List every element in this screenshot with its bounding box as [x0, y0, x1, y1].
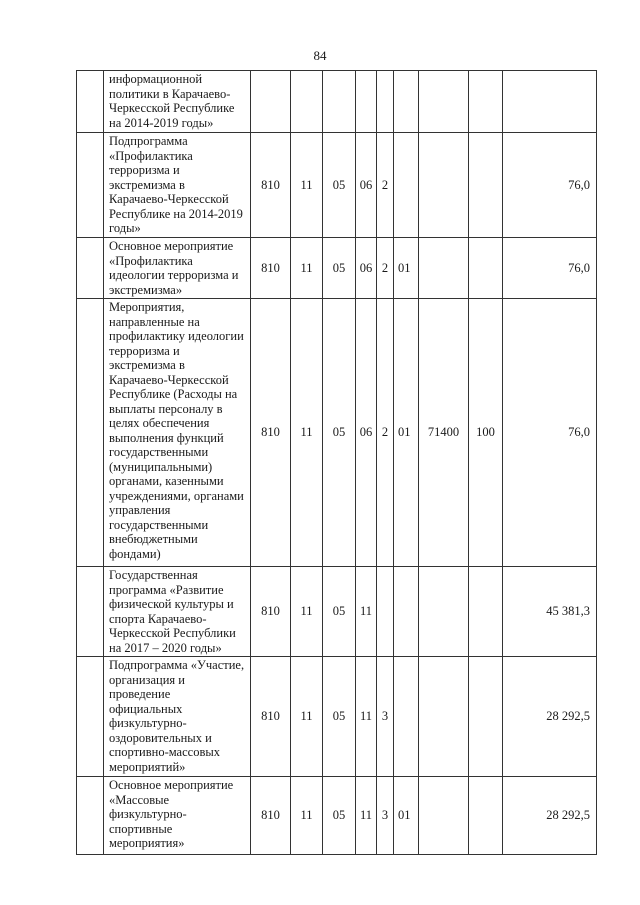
sum-cell: 45 381,3 [503, 567, 597, 657]
pr-cell: 05 [323, 657, 356, 777]
cs-event-cell [394, 133, 419, 238]
ved-cell: 810 [251, 238, 291, 299]
cs-direction-cell: 71400 [419, 299, 469, 567]
cs-direction-cell [419, 567, 469, 657]
sum-cell: 76,0 [503, 133, 597, 238]
table-row [77, 238, 597, 299]
cs-direction-cell [419, 238, 469, 299]
rz-cell: 11 [291, 238, 323, 299]
pr-cell: 05 [323, 777, 356, 855]
cs-direction-cell [419, 133, 469, 238]
cs-event-cell [394, 567, 419, 657]
ved-cell: 810 [251, 657, 291, 777]
rz-cell [291, 71, 323, 133]
budget-table [76, 70, 597, 855]
cs-event-cell [394, 71, 419, 133]
pr-cell: 05 [323, 238, 356, 299]
row-number-cell [77, 299, 104, 567]
rz-cell: 11 [291, 299, 323, 567]
cs-direction-cell [419, 657, 469, 777]
vr-cell: 100 [469, 299, 503, 567]
cs-subprogram-cell: 3 [377, 777, 394, 855]
vr-cell [469, 238, 503, 299]
row-number-cell [77, 777, 104, 855]
table-row [77, 657, 597, 777]
ved-cell: 810 [251, 567, 291, 657]
ved-cell: 810 [251, 133, 291, 238]
cs-event-cell: 01 [394, 777, 419, 855]
cs-subprogram-cell: 3 [377, 657, 394, 777]
cs-program-cell: 11 [356, 567, 377, 657]
sum-cell: 28 292,5 [503, 657, 597, 777]
cs-program-cell: 06 [356, 238, 377, 299]
table-row [77, 299, 597, 567]
pr-cell [323, 71, 356, 133]
cs-event-cell: 01 [394, 299, 419, 567]
vr-cell [469, 133, 503, 238]
table-row [77, 777, 597, 855]
cs-program-cell: 11 [356, 657, 377, 777]
item-name-cell: информационной политики в Карачаево-Черкесской Республике на 2014-2019 годы» [104, 71, 251, 133]
item-name-cell: Основное мероприятие «Массовые физкультурно-спортивные мероприятия» [104, 777, 251, 855]
ved-cell: 810 [251, 777, 291, 855]
table-row [77, 567, 597, 657]
row-number-cell [77, 567, 104, 657]
rz-cell: 11 [291, 657, 323, 777]
cs-program-cell: 06 [356, 299, 377, 567]
rz-cell: 11 [291, 777, 323, 855]
cs-program-cell [356, 71, 377, 133]
table-row [77, 133, 597, 238]
pr-cell: 05 [323, 133, 356, 238]
cs-subprogram-cell [377, 567, 394, 657]
item-name-cell: Подпрограмма «Профилактика терроризма и экстремизма в Карачаево-Черкесской Республике на 2014-2019 годы» [104, 133, 251, 238]
item-name-cell: Мероприятия, направленные на профилактику идеологии терроризма и экстремизма в Карачаево-Черкесской Республике (Расходы на выплаты персоналу в целях обеспечения выполнения функций государственными (муниципальными) органами, казенными учреждениями, органами управления государственными внебюджетными фондами) [104, 299, 251, 567]
ved-cell [251, 71, 291, 133]
row-number-cell [77, 238, 104, 299]
cs-program-cell: 11 [356, 777, 377, 855]
cs-direction-cell [419, 777, 469, 855]
row-number-cell [77, 133, 104, 238]
cs-subprogram-cell [377, 71, 394, 133]
pr-cell: 05 [323, 299, 356, 567]
cs-event-cell: 01 [394, 238, 419, 299]
vr-cell [469, 657, 503, 777]
sum-cell [503, 71, 597, 133]
page-number: 84 [313, 48, 327, 63]
pr-cell: 05 [323, 567, 356, 657]
item-name-cell: Основное мероприятие «Профилактика идеологии терроризма и экстремизма» [104, 238, 251, 299]
rz-cell: 11 [291, 133, 323, 238]
table-row [77, 71, 597, 133]
row-number-cell [77, 71, 104, 133]
sum-cell: 28 292,5 [503, 777, 597, 855]
ved-cell: 810 [251, 299, 291, 567]
vr-cell [469, 567, 503, 657]
item-name-cell: Подпрограмма «Участие, организация и проведение официальных физкультурно-оздоровительных и спортивно-массовых мероприятий» [104, 657, 251, 777]
item-name-cell: Государственная программа «Развитие физической культуры и спорта Карачаево-Черкесской Республики на 2017 – 2020 годы» [104, 567, 251, 657]
vr-cell [469, 777, 503, 855]
row-number-cell [77, 657, 104, 777]
cs-subprogram-cell: 2 [377, 133, 394, 238]
vr-cell [469, 71, 503, 133]
cs-program-cell: 06 [356, 133, 377, 238]
sum-cell: 76,0 [503, 238, 597, 299]
cs-event-cell [394, 657, 419, 777]
cs-subprogram-cell: 2 [377, 299, 394, 567]
sum-cell: 76,0 [503, 299, 597, 567]
rz-cell: 11 [291, 567, 323, 657]
cs-subprogram-cell: 2 [377, 238, 394, 299]
cs-direction-cell [419, 71, 469, 133]
